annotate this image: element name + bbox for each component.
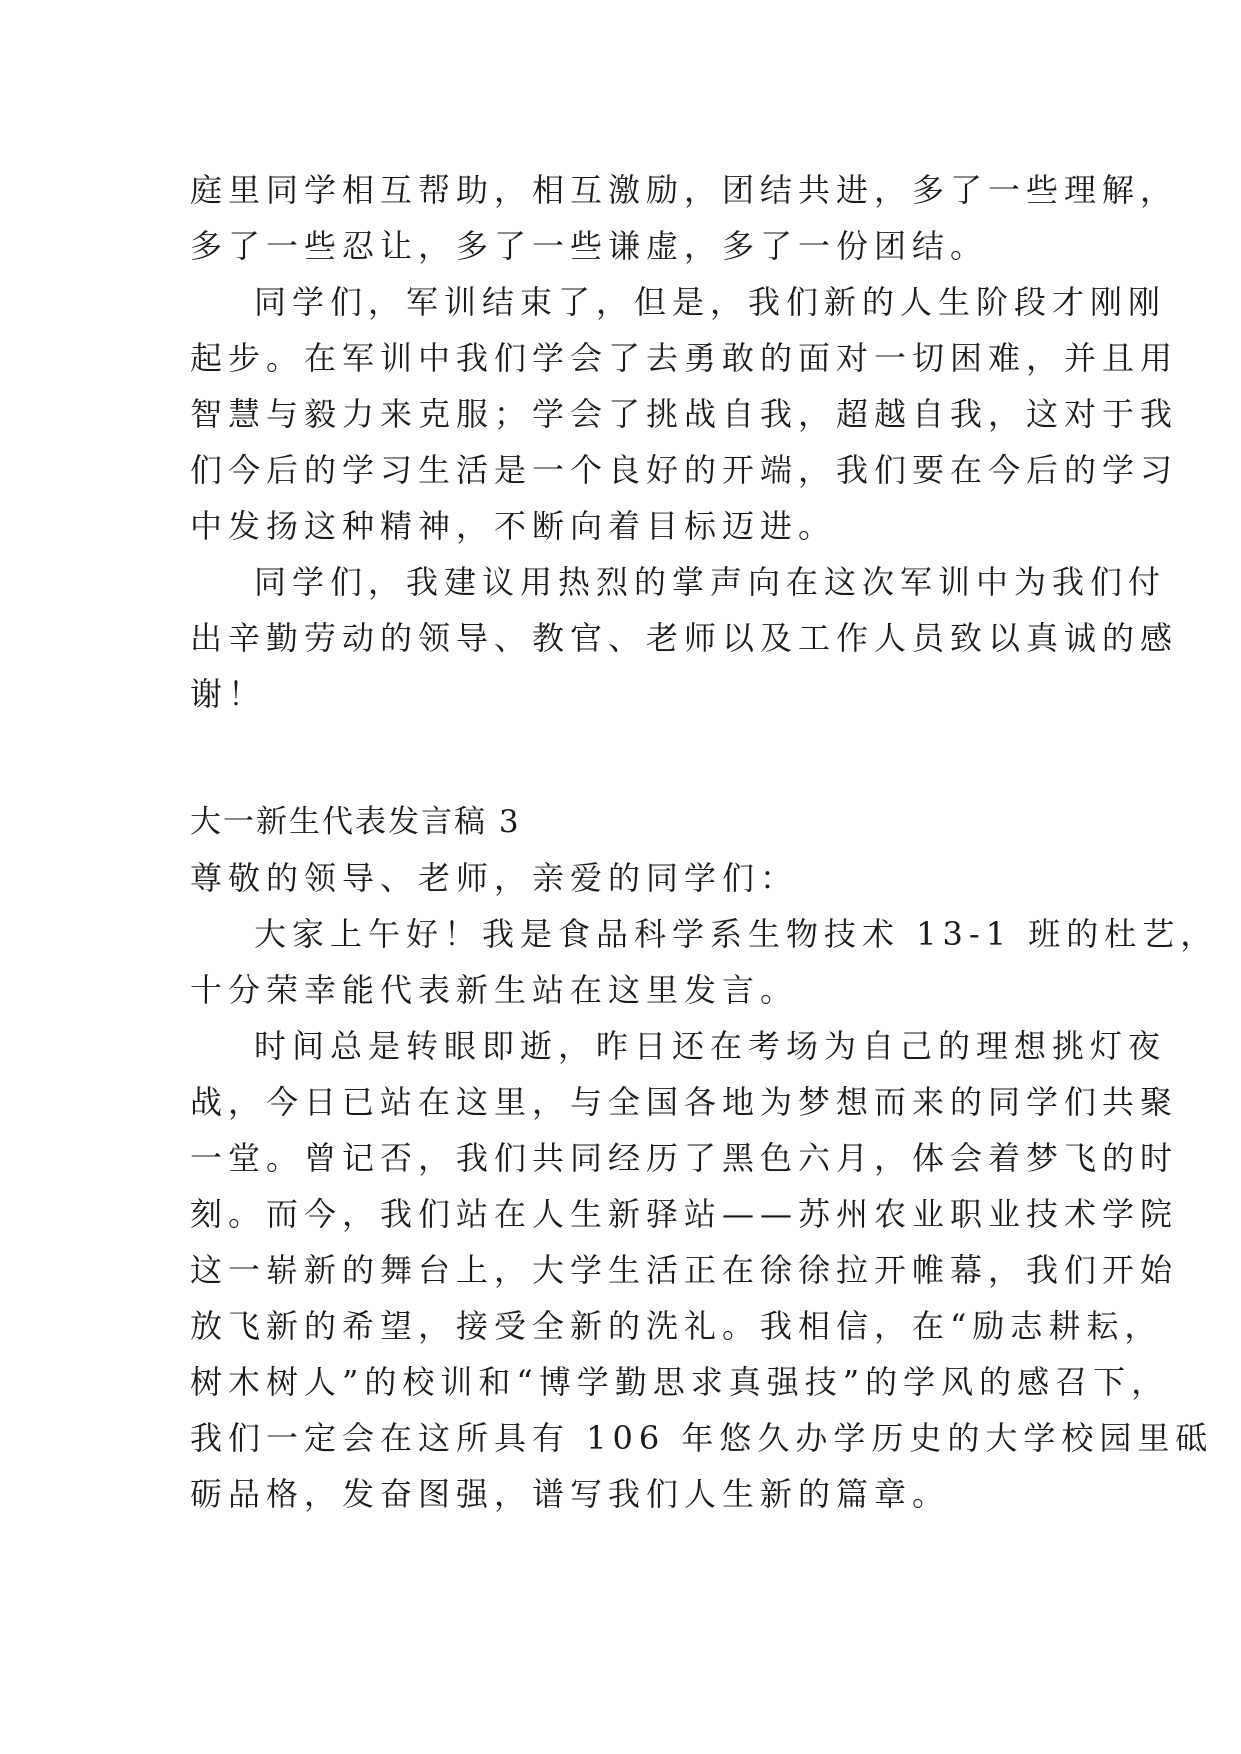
paragraph-line: 同学们，我建议用热烈的掌声向在这次军训中为我们付 [254,563,1167,601]
paragraph-line: 智慧与毅力来克服；学会了挑战自我，超越自我，这对于我 [190,395,1179,433]
paragraph-line: 战，今日已站在这里，与全国各地为梦想而来的同学们共聚 [190,1083,1179,1121]
paragraph-line: 庭里同学相互帮助，相互激励，团结共进，多了一些理解， [190,171,1179,209]
paragraph-line: 出辛勤劳动的领导、教官、老师以及工作人员致以真诚的感 [190,619,1179,657]
paragraph-line: 刻。而今，我们站在人生新驿站——苏州农业职业技术学院 [190,1195,1179,1233]
paragraph-line: 这一崭新的舞台上，大学生活正在徐徐拉开帷幕，我们开始 [190,1251,1179,1289]
paragraph-line: 起步。在军训中我们学会了去勇敢的面对一切困难，并且用 [190,339,1179,377]
paragraph-line: 一堂。曾记否，我们共同经历了黑色六月，体会着梦飞的时 [190,1139,1179,1177]
paragraph-line: 树木树人”的校训和“博学勤思求真强技”的学风的感召下， [190,1363,1170,1401]
paragraph-line: 我们一定会在这所具有 106 年悠久办学历史的大学校园里砥 [190,1419,1214,1457]
salutation: 尊敬的领导、老师，亲爱的同学们： [190,859,799,897]
paragraph-line: 们今后的学习生活是一个良好的开端，我们要在今后的学习 [190,451,1179,489]
paragraph-line: 十分荣幸能代表新生站在这里发言。 [190,971,799,1009]
paragraph-line: 谢！ [190,675,267,713]
paragraph-line: 放飞新的希望，接受全新的洗礼。我相信，在“励志耕耘， [190,1307,1163,1345]
paragraph-line: 砺品格，发奋图强，谱写我们人生新的篇章。 [190,1475,951,1513]
paragraph-line: 同学们，军训结束了，但是，我们新的人生阶段才刚刚 [254,283,1167,321]
paragraph-line: 时间总是转眼即逝，昨日还在考场为自己的理想挑灯夜 [254,1027,1167,1065]
paragraph-line: 中发扬这种精神，不断向着目标迈进。 [190,507,837,545]
paragraph-line: 大家上午好！我是食品科学系生物技术 13-1 班的杜艺， [254,915,1219,953]
paragraph-line: 多了一些忍让，多了一些谦虚，多了一份团结。 [190,227,989,265]
section-heading: 大一新生代表发言稿 3 [190,804,521,840]
